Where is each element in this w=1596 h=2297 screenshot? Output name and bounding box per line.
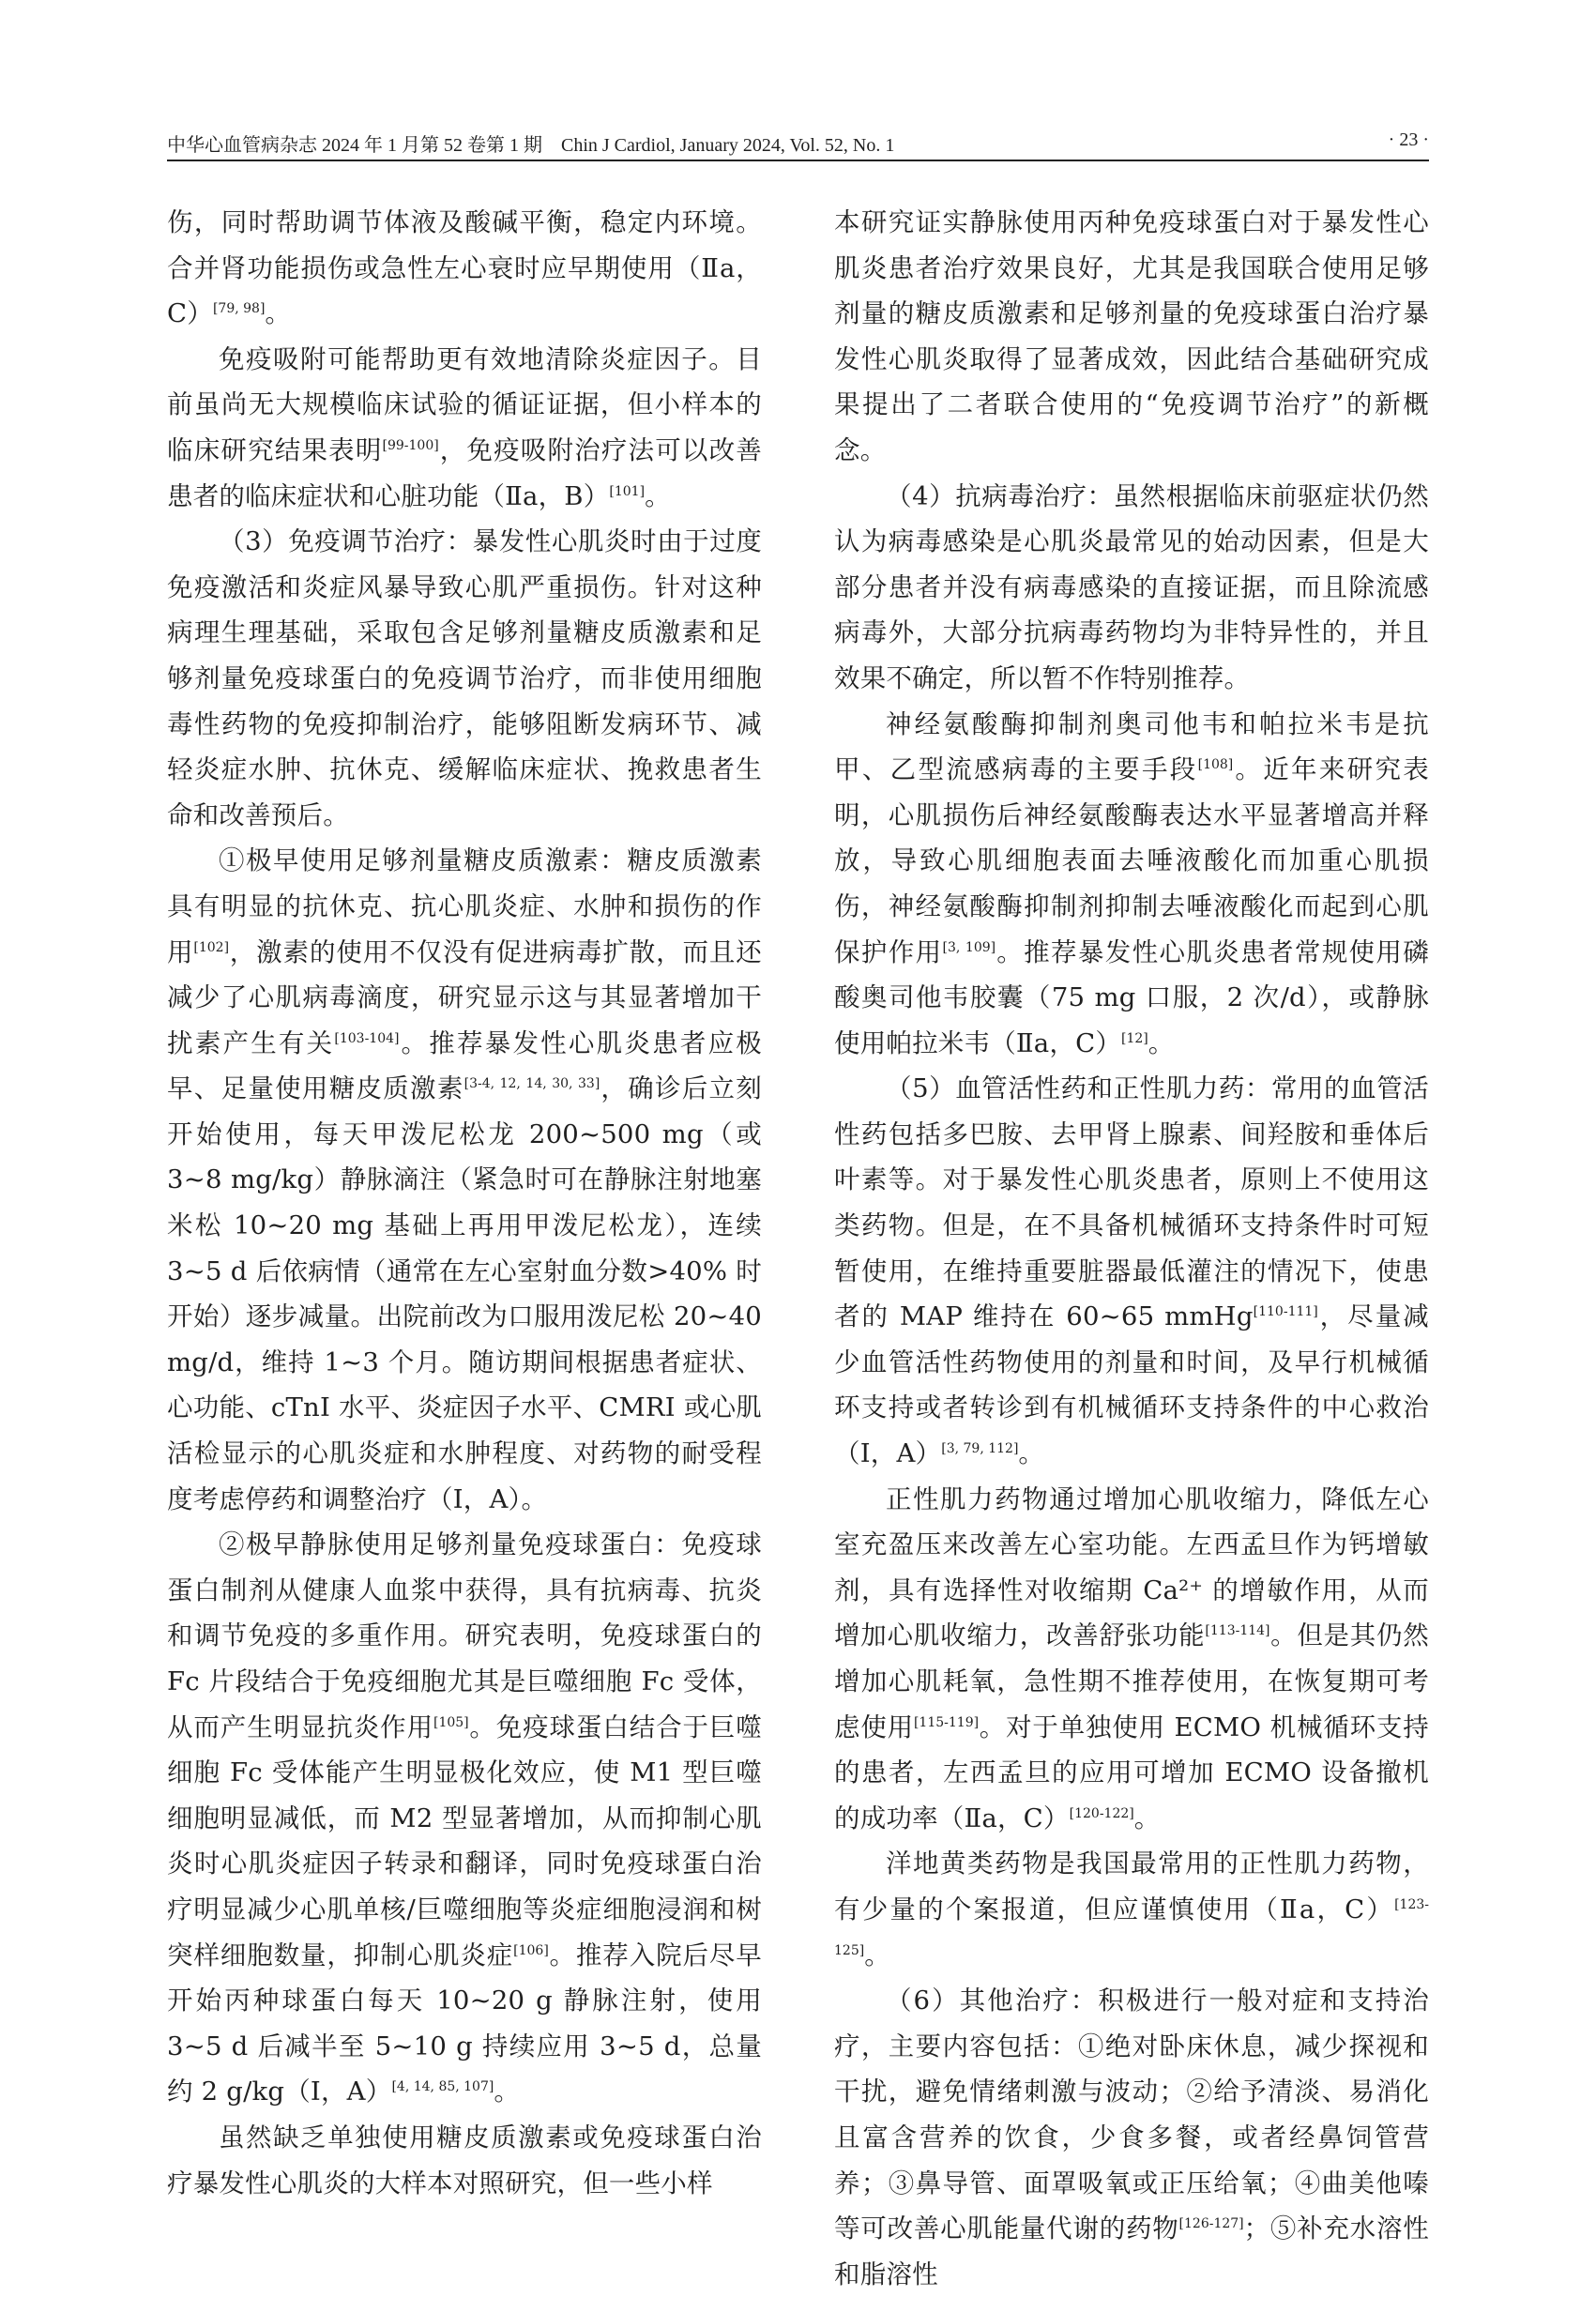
citation: [101] xyxy=(609,483,646,499)
citation: [3, 109] xyxy=(942,939,996,955)
page-number: · 23 · xyxy=(1388,129,1429,150)
running-header xyxy=(167,126,1429,161)
citation: [126-127] xyxy=(1178,2216,1244,2232)
paragraph: （4）抗病毒治疗：虽然根据临床前驱症状仍然认为病毒感染是心肌炎最常见的始动因素，但是大部分患者并没有病毒感染的直接证据，而且除流感病毒外，大部分抗病毒药物均为非特异性的，并且效果不确定，所以暂不作特别推荐。 xyxy=(834,480,1429,693)
paragraph: 本研究证实静脉使用丙种免疫球蛋白对于暴发性心肌炎患者治疗效果良好，尤其是我国联合使用足够剂量的糖皮质激素和足够剂量的免疫球蛋白治疗暴发性心肌炎取得了显著成效，因此结合基础研究成果提出了二者联合使用的“免疫调节治疗”的新概念。 xyxy=(834,207,1429,465)
paragraph: 伤，同时帮助调节体液及酸碱平衡，稳定内环境。合并肾功能损伤或急性左心衰时应早期使用（Ⅱa，C）[79, 98]。 xyxy=(167,207,762,329)
paragraph: 免疫吸附可能帮助更有效地清除炎症因子。目前虽尚无大规模临床试验的循证证据，但小样本的临床研究结果表明[99-100]，免疫吸附治疗法可以改善患者的临床症状和心脏功能（Ⅱa，B）[101]。 xyxy=(167,343,762,511)
citation: [113-114] xyxy=(1205,1623,1270,1639)
citation: [99-100] xyxy=(382,437,439,453)
citation: [102] xyxy=(193,939,230,955)
citation: [103-104] xyxy=(334,1030,400,1046)
paragraph: 正性肌力药物通过增加心肌收缩力，降低左心室充盈压来改善左心室功能。左西孟旦作为钙增敏剂，具有选择性对收缩期 Ca²⁺ 的增敏作用，从而增加心肌收缩力，改善舒张功能[113-114]。但是其仍然增加心肌耗氧，急性期不推荐使用，在恢复期可考虑使用[115-119]。对于单独使用 ECMO 机械循环支持的患者，左西孟旦的应用可增加 ECMO 设备撤机的成功率（Ⅱa，C）[120-122]。 xyxy=(834,1483,1429,1833)
citation: [79, 98] xyxy=(212,301,266,317)
paragraph: ②极早静脉使用足够剂量免疫球蛋白：免疫球蛋白制剂从健康人血浆中获得，具有抗病毒、抗炎和调节免疫的多重作用。研究表明，免疫球蛋白的 Fc 片段结合于免疫细胞尤其是巨噬细胞 Fc 受体，从而产生明显抗炎作用[105]。免疫球蛋白结合于巨噬细胞 Fc 受体能产生明显极化效应，使 M1 型巨噬细胞明显减低，而 M2 型显著增加，从而抑制心肌炎时心肌炎症因子转录和翻译，同时免疫球蛋白治疗明显减少心肌单核/巨噬细胞等炎症细胞浸润和树突样细胞数量，抑制心肌炎症[106]。推荐入院后尽早开始丙种球蛋白每天 10~20 g 静脉注射，使用 3~5 d 后减半至 5~10 g 持续应用 3~5 d，总量约 2 g/kg（Ⅰ，A）[4, 14, 85, 107]。 xyxy=(167,1529,763,2107)
citation: [106] xyxy=(513,1942,549,1958)
paragraph: （5）血管活性药和正性肌力药：常用的血管活性药包括多巴胺、去甲肾上腺素、间羟胺和垂体后叶素等。对于暴发性心肌炎患者，原则上不使用这类药物。但是，在不具备机械循环支持条件时可短暂使用，在维持重要脏器最低灌注的情况下，使患者的 MAP 维持在 60~65 mmHg[110-111]，尽量减少血管活性药物使用的剂量和时间，及早行机械循环支持或者转诊到有机械循环支持条件的中心救治（Ⅰ，A）[3, 79, 112]。 xyxy=(834,1073,1429,1469)
citation: [120-122] xyxy=(1069,1805,1134,1821)
paragraph: 神经氨酸酶抑制剂奥司他韦和帕拉米韦是抗甲、乙型流感病毒的主要手段[108]。近年来研究表明，心肌损伤后神经氨酸酶表达水平显著增高并释放，导致心肌细胞表面去唾液酸化而加重心肌损伤，神经氨酸酶抑制剂抑制去唾液酸化而起到心肌保护作用[3, 109]。推荐暴发性心肌炎患者常规使用磷酸奥司他韦胶囊（75 mg 口服，2 次/d），或静脉使用帕拉米韦（Ⅱa，C）[12]。 xyxy=(834,708,1429,1058)
citation: [108] xyxy=(1197,757,1234,773)
citation: [3-4, 12, 14, 30, 33] xyxy=(464,1076,600,1092)
citation: [123-125] xyxy=(834,1896,1429,1958)
paragraph: 洋地黄类药物是我国最常用的正性肌力药物，有少量的个案报道，但应谨慎使用（Ⅱa，C）[123-125]。 xyxy=(834,1848,1429,1970)
paragraph: ①极早使用足够剂量糖皮质激素：糖皮质激素具有明显的抗休克、抗心肌炎症、水肿和损伤的作用[102]，激素的使用不仅没有促进病毒扩散，而且还减少了心肌病毒滴度，研究显示这与其显著增加干扰素产生有关[103-104]。推荐暴发性心肌炎患者应极早、足量使用糖皮质激素[3-4, 12, 14, 30, 33]，确诊后立刻开始使用，每天甲泼尼松龙 200~500 mg（或 3~8 mg/kg）静脉滴注（紧急时可在静脉注射地塞米松 10~20 mg 基础上再用甲泼尼松龙），连续 3~5 d 后依病情（通常在左心室射血分数>40% 时开始）逐步减量。出院前改为口服用泼尼松 20~40 mg/d，维持 1~3 个月。随访期间根据患者症状、心功能、cTnI 水平、炎症因子水平、CMRI 或心肌活检显示的心肌炎症和水肿程度、对药物的耐受程度考虑停药和调整治疗（Ⅰ，A）。 xyxy=(167,845,763,1514)
citation: [105] xyxy=(433,1714,469,1730)
citation: [115-119] xyxy=(913,1714,980,1730)
citation: [12] xyxy=(1121,1030,1148,1046)
left-column xyxy=(167,200,763,2198)
citation: [110-111] xyxy=(1253,1304,1318,1320)
journal-header: 中华心血管病杂志 2024 年 1 月第 52 卷第 1 期 Chin J Cardiol, January 2024, Vol. 52, No. 1 xyxy=(167,135,895,156)
citation: [4, 14, 85, 107] xyxy=(391,2079,494,2095)
paragraph: 虽然缺乏单独使用糖皮质激素或免疫球蛋白治疗暴发性心肌炎的大样本对照研究，但一些小样 xyxy=(167,2122,762,2198)
right-column xyxy=(834,200,1429,2289)
paragraph: （6）其他治疗：积极进行一般对症和支持治疗，主要内容包括：①绝对卧床休息，减少探视和干扰，避免情绪刺激与波动；②给予清淡、易消化且富含营养的饮食，少食多餐，或者经鼻饲管营养；③鼻导管、面罩吸氧或正压给氧；④曲美他嗪等可改善心肌能量代谢的药物[126-127]；⑤补充水溶性和脂溶性 xyxy=(834,1985,1429,2289)
paragraph: （3）免疫调节治疗：暴发性心肌炎时由于过度免疫激活和炎症风暴导致心肌严重损伤。针对这种病理生理基础，采取包含足够剂量糖皮质激素和足够剂量免疫球蛋白的免疫调节治疗，而非使用细胞毒性药物的免疫抑制治疗，能够阻断发病环节、减轻炎症水肿、抗休克、缓解临床症状、挽救患者生命和改善预后。 xyxy=(167,526,762,830)
citation: [3, 79, 112] xyxy=(941,1441,1019,1457)
